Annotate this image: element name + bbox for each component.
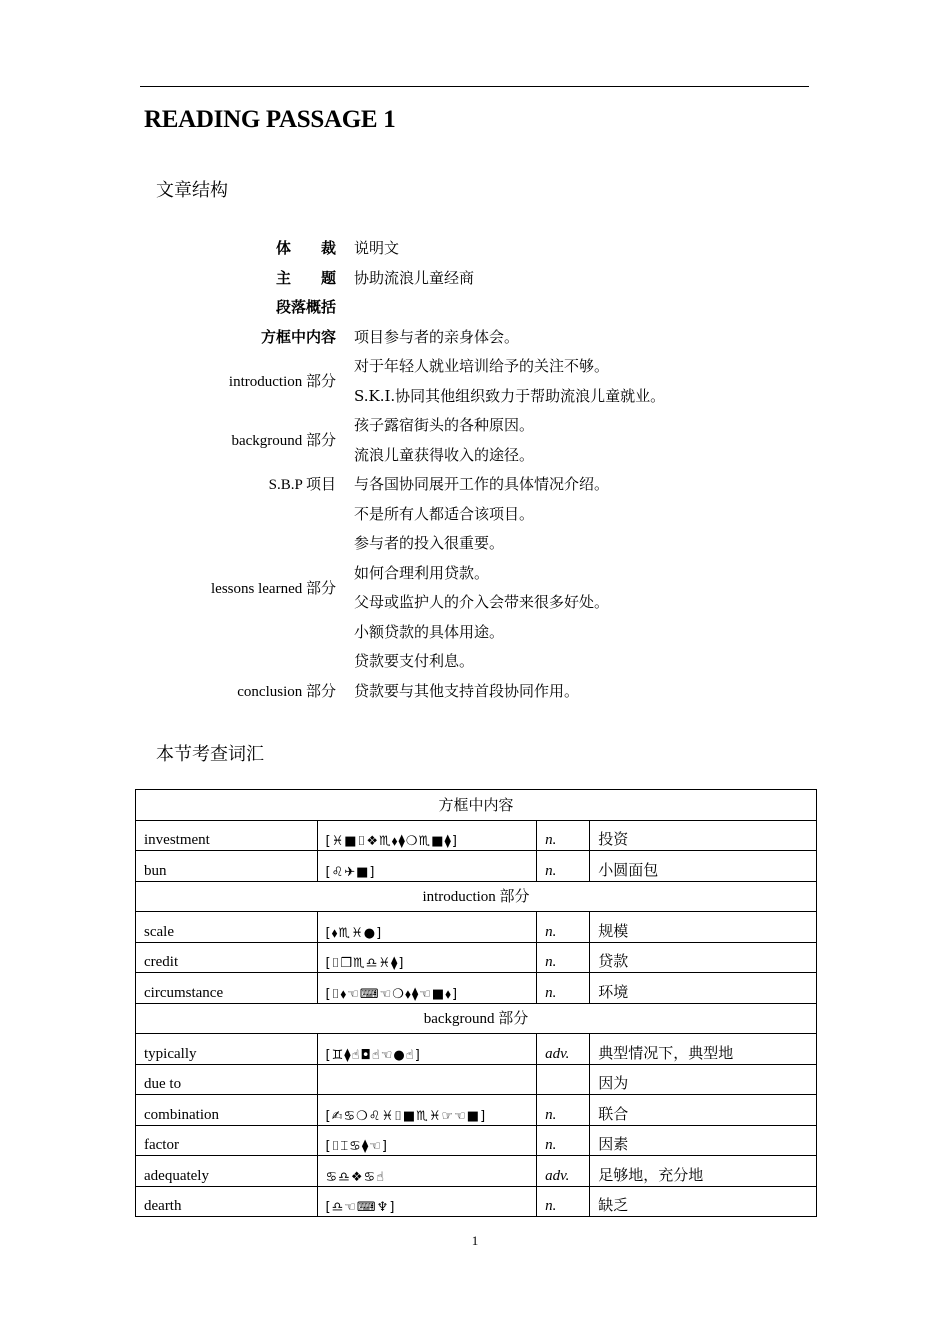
structure-row — [150, 499, 750, 529]
structure-value: 协助流浪儿童经商 — [354, 268, 475, 287]
vocab-part-of-speech: n. — [537, 1095, 590, 1126]
vocab-row — [136, 820, 817, 851]
structure-label: lessons learned 部分 — [211, 580, 336, 597]
vocab-definition: 因为 — [590, 1064, 817, 1095]
vocab-row — [136, 942, 817, 973]
vocab-table — [135, 789, 817, 1217]
vocab-definition: 联合 — [590, 1095, 817, 1126]
vocab-pronunciation: [♊⧫☝◘☝☜●☝] — [317, 1034, 537, 1065]
vocab-pronunciation: [⌷⬧☜⌨☜❍⬧⧫☜■⬧] — [317, 973, 537, 1004]
vocab-group-label: introduction 部分 — [136, 881, 817, 912]
vocab-definition: 环境 — [590, 973, 817, 1004]
vocab-row — [136, 1156, 817, 1187]
vocab-definition: 缺乏 — [590, 1186, 817, 1217]
structure-heading: 文章结构 — [156, 180, 228, 201]
vocab-part-of-speech: n. — [537, 1125, 590, 1156]
vocab-row — [136, 912, 817, 943]
vocab-part-of-speech: n. — [537, 912, 590, 943]
structure-row — [150, 233, 750, 263]
structure-value: 孩子露宿街头的各种原因。 — [354, 416, 535, 435]
vocab-word: circumstance — [136, 973, 318, 1004]
structure-label: S.B.P 项目 — [268, 477, 336, 494]
vocab-row — [136, 973, 817, 1004]
vocab-part-of-speech: adv. — [537, 1034, 590, 1065]
structure-row — [150, 322, 750, 352]
vocab-word: typically — [136, 1034, 318, 1065]
vocab-group-row — [136, 1003, 817, 1034]
page-title: READING PASSAGE 1 — [144, 106, 396, 133]
vocab-row — [136, 1095, 817, 1126]
vocab-pronunciation: [⬧♏♓●] — [317, 912, 537, 943]
structure-value: 如何合理利用贷款。 — [354, 563, 490, 582]
structure-value: 项目参与者的亲身体会。 — [354, 327, 520, 346]
vocab-definition: 投资 — [590, 820, 817, 851]
structure-value: 说明文 — [354, 239, 400, 258]
page-number: 1 — [471, 1233, 479, 1248]
vocab-part-of-speech — [537, 1064, 590, 1095]
vocab-group-row — [136, 790, 817, 821]
structure-row — [150, 469, 750, 499]
vocab-word: combination — [136, 1095, 318, 1126]
structure-label: conclusion 部分 — [237, 683, 336, 700]
vocab-part-of-speech: n. — [537, 851, 590, 882]
vocab-pronunciation: [♎☜⌨♆] — [317, 1186, 537, 1217]
vocab-pronunciation: [✍♋❍♌♓⌷■♏♓☞☜■] — [317, 1095, 537, 1126]
structure-value: 不是所有人都适合该项目。 — [354, 504, 535, 523]
vocab-pronunciation: [⌷⌶♋⧫☜] — [317, 1125, 537, 1156]
vocab-part-of-speech: adv. — [537, 1156, 590, 1187]
structure-label: background 部分 — [231, 433, 336, 449]
vocab-part-of-speech: n. — [537, 942, 590, 973]
vocab-word: credit — [136, 942, 318, 973]
vocab-definition: 贷款 — [590, 942, 817, 973]
structure-label: 主 题 — [275, 268, 336, 287]
header-rule — [140, 86, 809, 87]
structure-label: 体 裁 — [275, 239, 336, 258]
structure-row — [150, 351, 750, 381]
structure-label: 段落概括 — [275, 298, 336, 317]
structure-row — [150, 410, 750, 440]
vocab-row — [136, 1186, 817, 1217]
structure-row — [150, 263, 750, 293]
structure-value: 贷款要支付利息。 — [354, 652, 475, 671]
vocab-pronunciation: [♌✈■] — [317, 851, 537, 882]
structure-value: 参与者的投入很重要。 — [354, 534, 505, 553]
structure-row — [150, 676, 750, 706]
vocab-pronunciation: [⌷❒♏♎♓⧫] — [317, 942, 537, 973]
structure-value: 小额贷款的具体用途。 — [354, 622, 505, 641]
structure-value: 父母或监护人的介入会带来很多好处。 — [354, 593, 610, 612]
vocab-definition: 足够地，充分地 — [590, 1156, 817, 1187]
vocab-definition: 小圆面包 — [590, 851, 817, 882]
structure-row — [150, 292, 750, 322]
structure-table — [150, 233, 750, 705]
vocab-part-of-speech: n. — [537, 1186, 590, 1217]
vocab-word: factor — [136, 1125, 318, 1156]
structure-value: 贷款要与其他支持首段协同作用。 — [354, 681, 580, 700]
vocab-word: investment — [136, 820, 318, 851]
vocab-row — [136, 1034, 817, 1065]
vocab-pronunciation: [♓■⌷❖♏⬧⧫❍♏■⧫] — [317, 820, 537, 851]
vocab-group-row — [136, 881, 817, 912]
structure-value: S.K.I.协同其他组织致力于帮助流浪儿童就业。 — [354, 386, 666, 405]
vocab-heading: 本节考查词汇 — [156, 744, 264, 765]
vocab-group-label: background 部分 — [136, 1003, 817, 1034]
structure-label: introduction 部分 — [228, 374, 336, 390]
vocab-part-of-speech: n. — [537, 820, 590, 851]
vocab-pronunciation: ♋♎❖♋☝ — [317, 1156, 537, 1187]
structure-value: 流浪儿童获得收入的途径。 — [354, 445, 535, 464]
vocab-word: scale — [136, 912, 318, 943]
vocab-word: bun — [136, 851, 318, 882]
vocab-word: due to — [136, 1064, 318, 1095]
vocab-row — [136, 1125, 817, 1156]
vocab-definition: 典型情况下，典型地 — [590, 1034, 817, 1065]
vocab-word: adequately — [136, 1156, 318, 1187]
vocab-definition: 规模 — [590, 912, 817, 943]
vocab-definition: 因素 — [590, 1125, 817, 1156]
structure-label: 方框中内容 — [260, 327, 336, 346]
vocab-word: dearth — [136, 1186, 318, 1217]
vocab-pronunciation — [317, 1064, 537, 1095]
vocab-part-of-speech: n. — [537, 973, 590, 1004]
vocab-row — [136, 1064, 817, 1095]
structure-value: 与各国协同展开工作的具体情况介绍。 — [354, 475, 610, 494]
structure-value: 对于年轻人就业培训给予的关注不够。 — [354, 357, 610, 376]
vocab-group-label: 方框中内容 — [136, 790, 817, 821]
structure-value — [354, 292, 750, 322]
vocab-row — [136, 851, 817, 882]
